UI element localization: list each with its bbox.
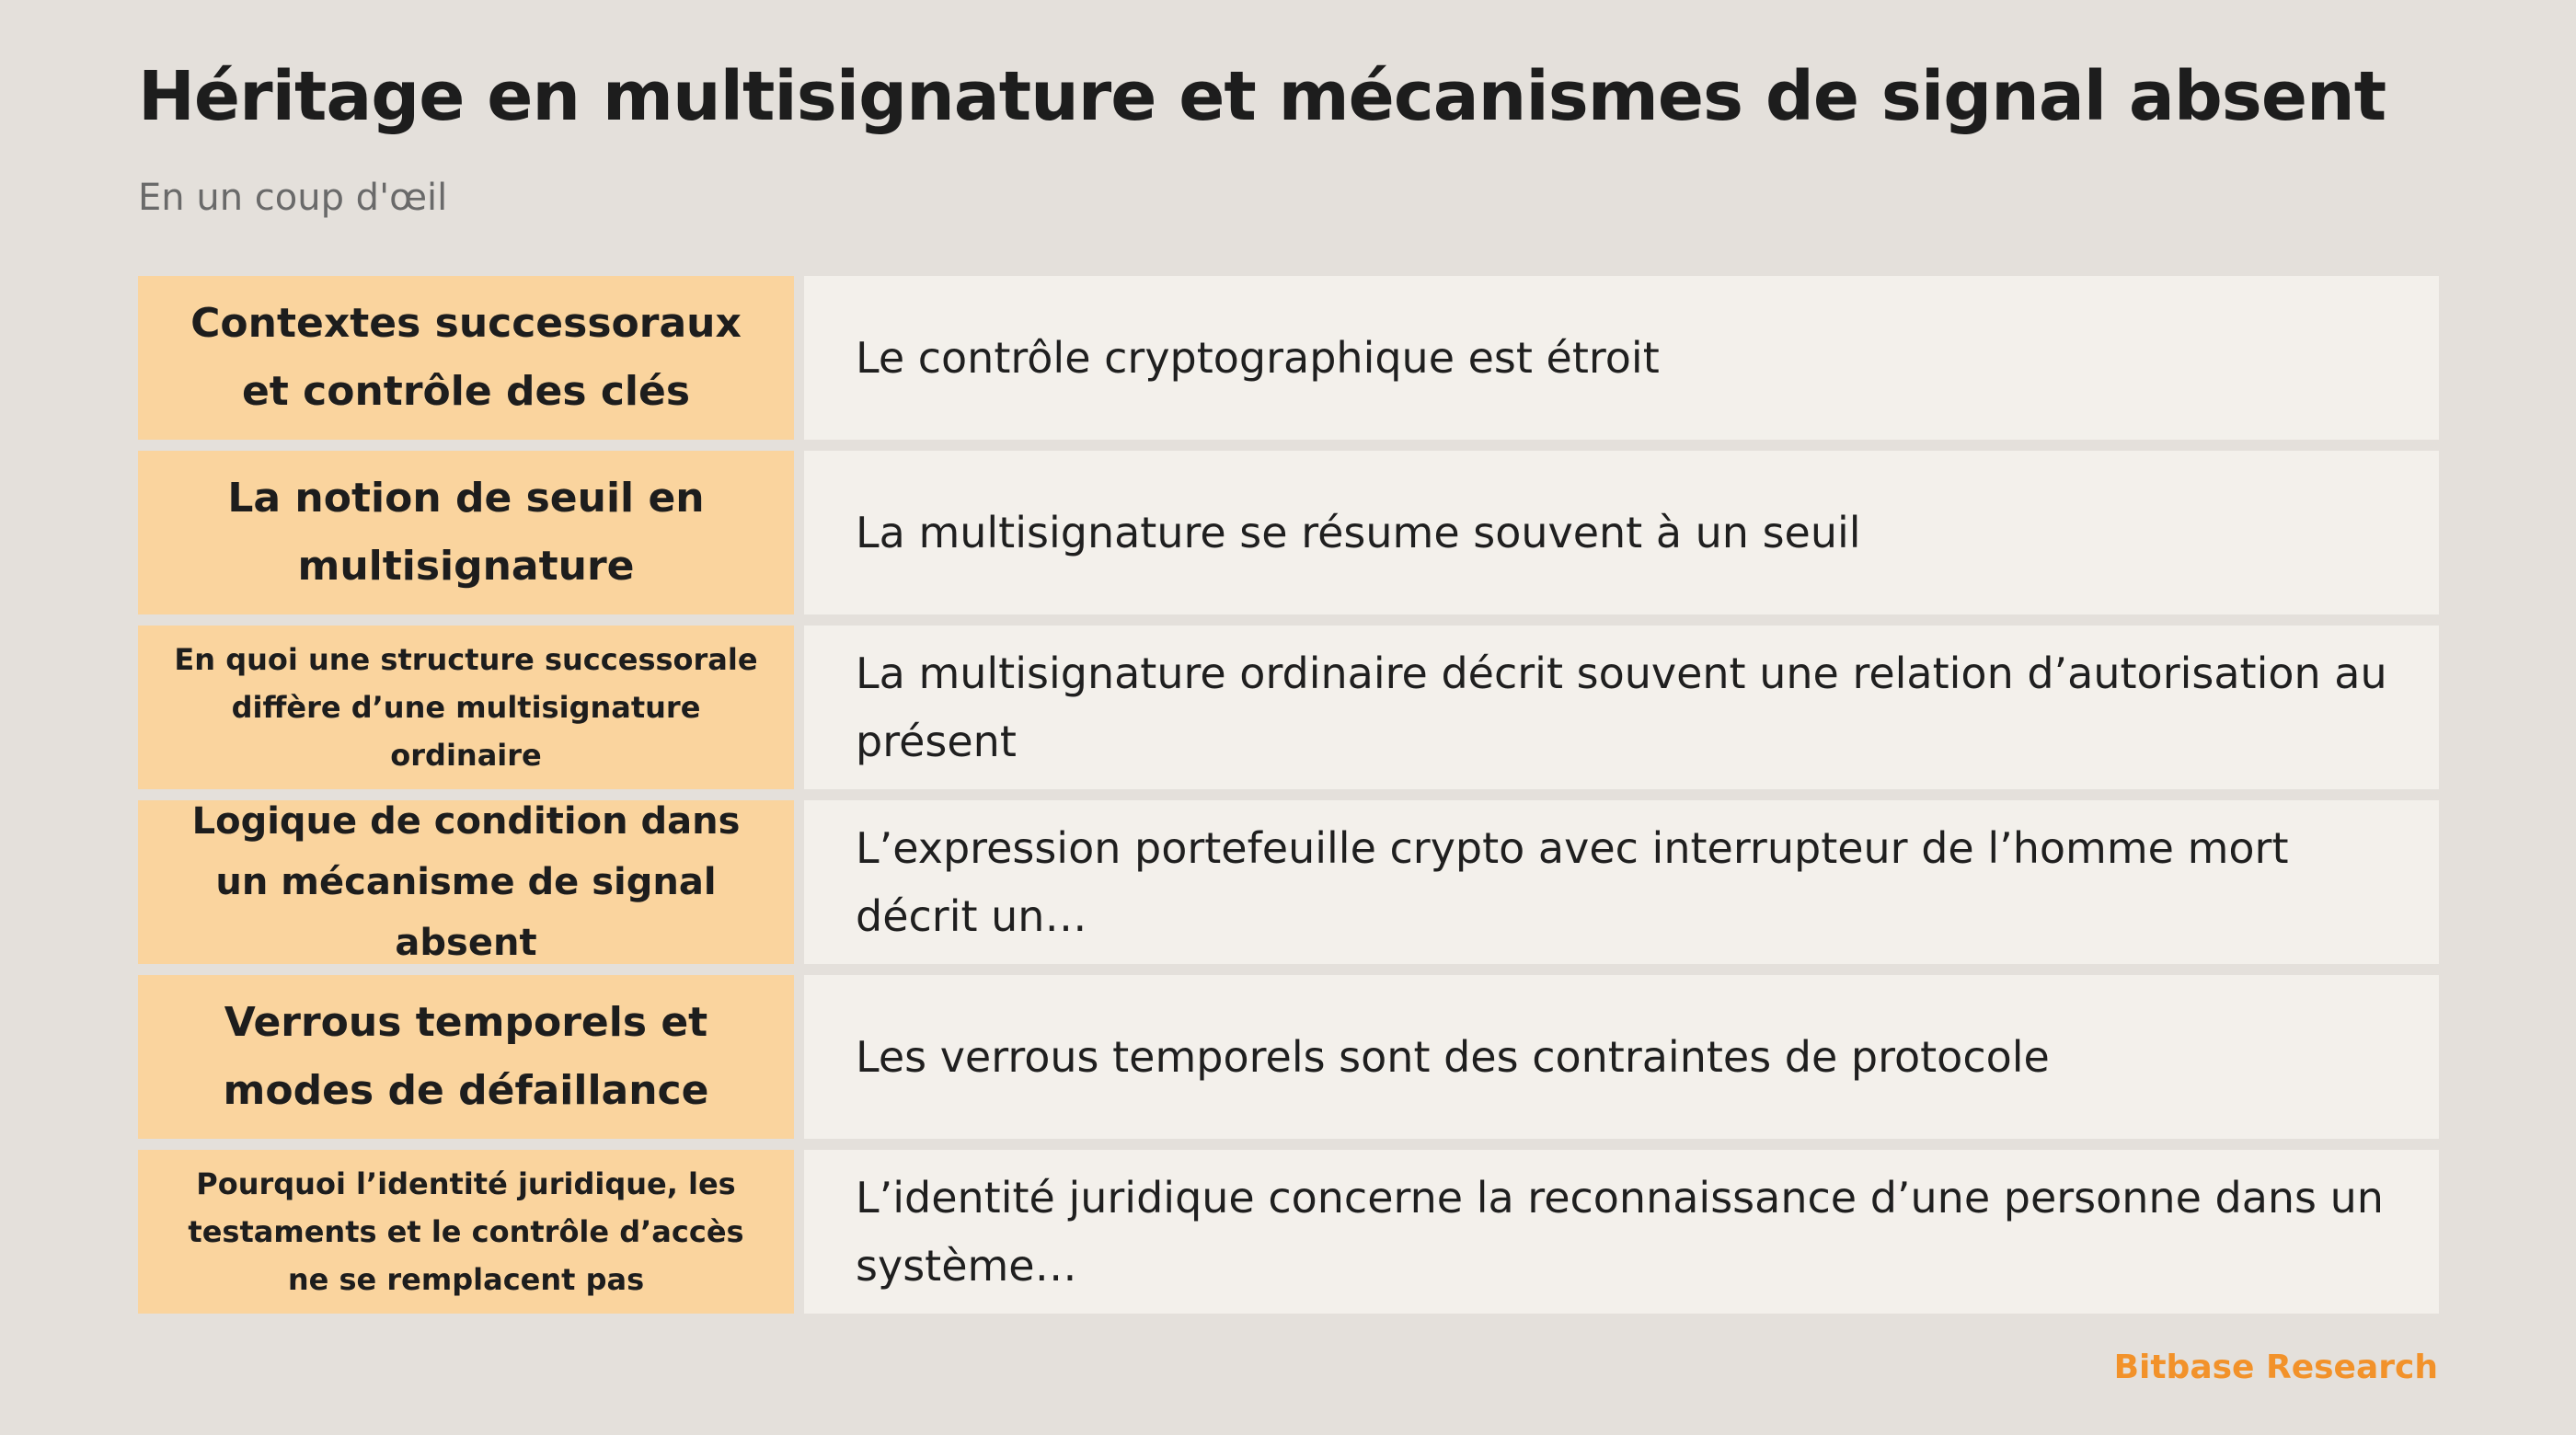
row-label: Logique de condition dans un mécanisme de signal absent bbox=[138, 800, 794, 964]
row-value: Les verrous temporels sont des contraintes de protocole bbox=[804, 975, 2439, 1139]
page-title: Héritage en multisignature et mécanismes de signal absent bbox=[138, 57, 2386, 136]
row-value: La multisignature se résume souvent à un seuil bbox=[804, 451, 2439, 614]
table-row bbox=[138, 626, 2439, 789]
row-value: L’expression portefeuille crypto avec interrupteur de l’homme mort décrit un… bbox=[804, 800, 2439, 964]
row-value: Le contrôle cryptographique est étroit bbox=[804, 276, 2439, 440]
row-label: Contextes successoraux et contrôle des clés bbox=[138, 276, 794, 440]
table-row bbox=[138, 451, 2439, 614]
row-value: L’identité juridique concerne la reconnaissance d’une personne dans un système… bbox=[804, 1150, 2439, 1314]
row-label: Pourquoi l’identité juridique, les testaments et le contrôle d’accès ne se remplacent pas bbox=[138, 1150, 794, 1314]
row-label: La notion de seuil en multisignature bbox=[138, 451, 794, 614]
table-row bbox=[138, 975, 2439, 1139]
row-label: En quoi une structure successorale diffère d’une multisignature ordinaire bbox=[138, 626, 794, 789]
row-label: Verrous temporels et modes de défaillance bbox=[138, 975, 794, 1139]
summary-table bbox=[138, 276, 2439, 1314]
brand-footer: Bitbase Research bbox=[2113, 1349, 2438, 1386]
table-row bbox=[138, 1150, 2439, 1314]
table-row bbox=[138, 800, 2439, 964]
table-row bbox=[138, 276, 2439, 440]
row-value: La multisignature ordinaire décrit souvent une relation d’autorisation au présent bbox=[804, 626, 2439, 789]
page-subtitle: En un coup d'œil bbox=[138, 177, 448, 219]
